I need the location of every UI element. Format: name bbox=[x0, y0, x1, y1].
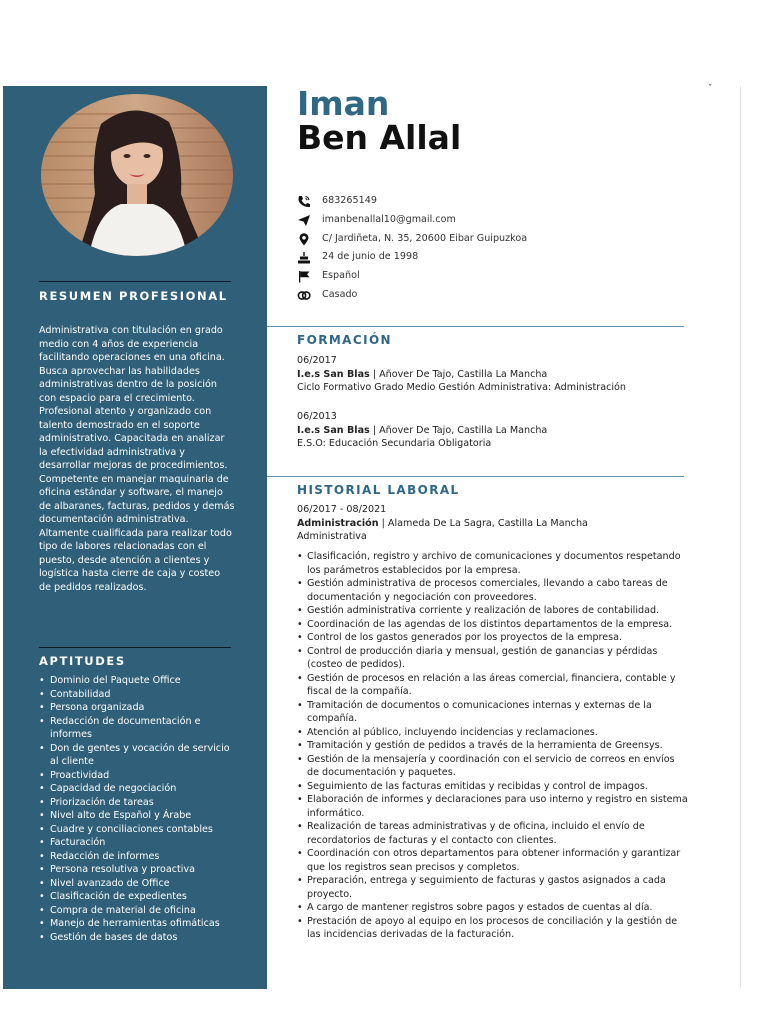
education-degree: E.S.O: Educación Secundaria Obligatoria bbox=[297, 438, 492, 449]
education-entry bbox=[297, 354, 697, 395]
education-heading: FORMACIÓN bbox=[297, 333, 392, 347]
send-icon bbox=[297, 214, 311, 227]
duty-item: • Preparación, entrega y seguimiento de facturas y gastos asignados a cada proyecto. bbox=[297, 874, 689, 901]
first-name: Iman bbox=[297, 84, 390, 123]
duty-item: • Clasificación, registro y archivo de comunicaciones y documentos respetando los parámetros establecidos por la empresa. bbox=[297, 550, 689, 577]
duty-item: • Gestión de la mensajería y coordinación con el servicio de correos en envíos de documentación y paquetes. bbox=[297, 753, 689, 780]
work-place: | Alameda De La Sagra, Castilla La Mancha bbox=[378, 517, 588, 529]
education-date: 06/2013 bbox=[297, 411, 337, 422]
duty-item: • Prestación de apoyo al equipo en los procesos de conciliación y la gestión de las incidencias derivadas de la facturación. bbox=[297, 915, 689, 942]
duty-item: • Realización de tareas administrativas y de oficina, incluido el envío de recordatorios de facturas y el contacto con clientes. bbox=[297, 820, 689, 847]
skill-item: • Priorización de tareas bbox=[39, 796, 235, 810]
duty-item: • Coordinación con otros departamentos para obtener información y garantizar que los registros sean precisos y completos. bbox=[297, 847, 689, 874]
skill-item: • Redacción de informes bbox=[39, 850, 235, 864]
summary-heading: RESUMEN PROFESIONAL bbox=[39, 289, 228, 303]
education-place: | Añover De Tajo, Castilla La Mancha bbox=[369, 368, 548, 380]
education-school: I.e.s San Blas bbox=[297, 368, 370, 380]
marital-status-text: Casado bbox=[322, 288, 358, 300]
skill-item: • Nivel alto de Español y Árabe bbox=[39, 809, 235, 823]
skill-item: • Persona organizada bbox=[39, 701, 235, 715]
summary-paragraph-1: Administrativa con titulación en grado medio con 4 años de experiencia facilitando operaciones en una oficina. Busca aprovechar las habilidades administrativas dentro de la posición con espacio para el crecimiento. bbox=[39, 325, 225, 404]
skill-item: • Clasificación de expedientes bbox=[39, 890, 235, 904]
birthdate-text: 24 de junio de 1998 bbox=[322, 251, 419, 263]
education-school: I.e.s San Blas bbox=[297, 424, 370, 436]
corner-mark: ˇ bbox=[708, 84, 713, 94]
duty-item: • Gestión administrativa corriente y realización de labores de contabilidad. bbox=[297, 604, 689, 618]
skill-item: • Don de gentes y vocación de servicio al cliente bbox=[39, 742, 235, 769]
duty-item: • Seguimiento de las facturas emitidas y recibidas y control de impagos. bbox=[297, 780, 689, 794]
skill-item: • Gestión de bases de datos bbox=[39, 931, 235, 945]
duty-item: • Control de los gastos generados por los proyectos de la empresa. bbox=[297, 631, 689, 645]
duty-item: • Elaboración de informes y declaraciones para uso interno y registro en sistema informático. bbox=[297, 793, 689, 820]
phone-icon bbox=[297, 195, 311, 208]
duty-item: • Control de producción diaria y mensual, gestión de ganancias y pérdidas (costeo de pedidos). bbox=[297, 645, 689, 672]
work-heading: HISTORIAL LABORAL bbox=[297, 483, 460, 497]
summary-paragraph-2: Profesional atento y organizado con talento demostrado en el soporte administrativo. Capacitada en analizar la efectividad administrativa y desarrollar mejoras de procedimientos. Competente en manejar maquinaria de oficina estándar y software, el manejo de albaranes, facturas, pedidos y demás documentación administrativa. Altamente cualificada para realizar todo tipo de labores relacionadas con el puesto, desde atención a clientes y logística hasta cierre de caja y costeo de pedidos realizados. bbox=[39, 406, 235, 593]
address-text: C/ Jardiñeta, N. 35, 20600 Eibar Guipuzkoa bbox=[322, 232, 528, 244]
skill-item: • Manejo de herramientas ofimáticas bbox=[39, 917, 235, 931]
birthday-cake-icon bbox=[297, 251, 311, 264]
duty-item: • Coordinación de las agendas de los distintos departamentos de la empresa. bbox=[297, 618, 689, 632]
skills-rule bbox=[39, 647, 231, 648]
work-entry bbox=[297, 503, 697, 544]
phone-text: 683265149 bbox=[322, 195, 377, 206]
nationality-text: Español bbox=[322, 270, 360, 282]
education-rule bbox=[267, 326, 684, 327]
work-dates: 06/2017 - 08/2021 bbox=[297, 504, 387, 515]
last-name: Ben Allal bbox=[297, 118, 462, 157]
work-duties-list bbox=[297, 550, 689, 942]
education-entry bbox=[297, 410, 697, 451]
duty-item: • Tramitación y gestión de pedidos a través de la herramienta de Greensys. bbox=[297, 739, 689, 753]
work-company-line bbox=[297, 517, 697, 531]
duty-item: • Gestión de procesos en relación a las áreas comercial, financiera, contable y fiscal de la compañía. bbox=[297, 672, 689, 699]
email-text: imanbenallal10@gmail.com bbox=[322, 213, 456, 225]
skill-item: • Nivel avanzado de Office bbox=[39, 877, 235, 891]
rings-icon bbox=[297, 289, 311, 302]
education-school-line bbox=[297, 368, 697, 382]
skill-item: • Capacidad de negociación bbox=[39, 782, 235, 796]
sidebar bbox=[3, 86, 267, 989]
duty-item: • A cargo de mantener registros sobre pagos y estados de cuentas al día. bbox=[297, 901, 689, 915]
education-degree: Ciclo Formativo Grado Medio Gestión Administrativa: Administración bbox=[297, 382, 626, 393]
profile-photo-image bbox=[41, 94, 233, 256]
skill-item: • Cuadre y conciliaciones contables bbox=[39, 823, 235, 837]
summary-rule bbox=[39, 281, 231, 282]
duty-item: • Atención al público, incluyendo incidencias y reclamaciones. bbox=[297, 726, 689, 740]
work-rule bbox=[267, 476, 684, 477]
skill-item: • Contabilidad bbox=[39, 688, 235, 702]
education-date: 06/2017 bbox=[297, 355, 337, 366]
education-school-line bbox=[297, 424, 697, 438]
work-role: Administrativa bbox=[297, 531, 367, 542]
skill-item: • Facturación bbox=[39, 836, 235, 850]
location-pin-icon bbox=[297, 233, 311, 246]
duty-item: • Gestión administrativa de procesos comerciales, llevando a cabo tareas de documentación y negociación con proveedores. bbox=[297, 577, 689, 604]
page-edge bbox=[740, 86, 741, 989]
duty-item: • Tramitación de documentos o comunicaciones internas y externas de la compañía. bbox=[297, 699, 689, 726]
skill-item: • Compra de material de oficina bbox=[39, 904, 235, 918]
work-company: Administración bbox=[297, 517, 379, 529]
skill-item: • Persona resolutiva y proactiva bbox=[39, 863, 235, 877]
profile-photo bbox=[41, 94, 233, 256]
skills-heading: APTITUDES bbox=[39, 654, 126, 668]
skill-item: • Proactividad bbox=[39, 769, 235, 783]
skill-item: • Dominio del Paquete Office bbox=[39, 674, 235, 688]
skills-list bbox=[39, 674, 235, 944]
education-place: | Añover De Tajo, Castilla La Mancha bbox=[369, 424, 548, 436]
flag-icon bbox=[297, 270, 311, 283]
professional-summary bbox=[39, 324, 235, 594]
skill-item: • Redacción de documentación e informes bbox=[39, 715, 235, 742]
